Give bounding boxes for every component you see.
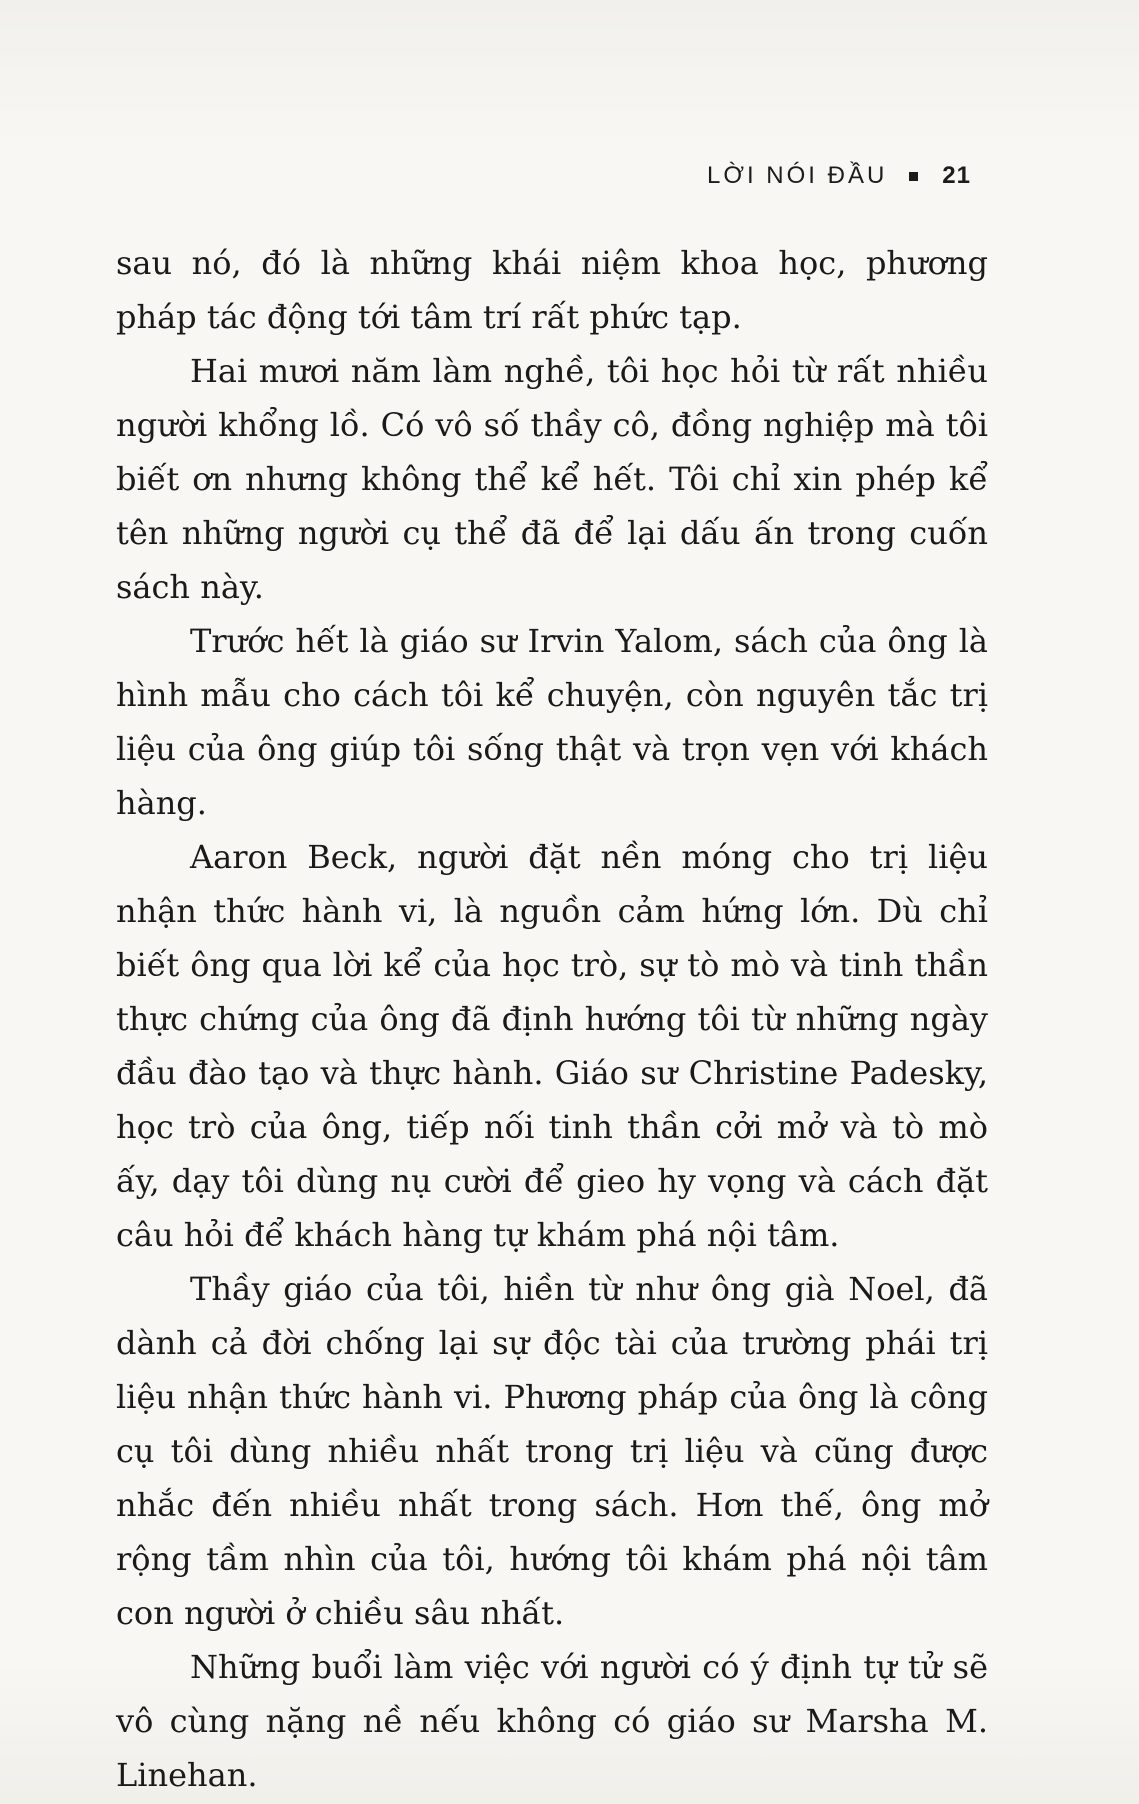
body-text: [116, 236, 988, 1802]
paragraph-6: Những buổi làm việc với người có ý định tự tử sẽ vô cùng nặng nề nếu không có giáo sư Marsha M. Linehan.: [116, 1648, 988, 1794]
paragraph-2: Hai mươi năm làm nghề, tôi học hỏi từ rất nhiều người khổng lồ. Có vô số thầy cô, đồng nghiệp mà tôi biết ơn nhưng không thể kể hết. Tôi chỉ xin phép kể tên những người cụ thể đã để lại dấu ấn trong cuốn sách này.: [116, 352, 988, 606]
running-header: [707, 162, 971, 190]
section-title: LỜI NÓI ĐẦU: [707, 162, 888, 189]
paragraph-1: sau nó, đó là những khái niệm khoa học, phương pháp tác động tới tâm trí rất phức tạp.: [116, 244, 988, 336]
header-bullet: [909, 172, 918, 181]
paragraph-3: Trước hết là giáo sư Irvin Yalom, sách của ông là hình mẫu cho cách tôi kể chuyện, còn nguyên tắc trị liệu của ông giúp tôi sống thật và trọn vẹn với khách hàng.: [116, 622, 988, 822]
page-number: 21: [942, 162, 971, 189]
paragraph-4: Aaron Beck, người đặt nền móng cho trị liệu nhận thức hành vi, là nguồn cảm hứng lớn. Dù chỉ biết ông qua lời kể của học trò, sự tò mò và tinh thần thực chứng của ông đã định hướng tôi từ những ngày đầu đào tạo và thực hành. Giáo sư Christine Padesky, học trò của ông, tiếp nối tinh thần cởi mở và tò mò ấy, dạy tôi dùng nụ cười để gieo hy vọng và cách đặt câu hỏi để khách hàng tự khám phá nội tâm.: [116, 838, 988, 1254]
paragraph-5: Thầy giáo của tôi, hiền từ như ông già Noel, đã dành cả đời chống lại sự độc tài của trường phái trị liệu nhận thức hành vi. Phương pháp của ông là công cụ tôi dùng nhiều nhất trong trị liệu và cũng được nhắc đến nhiều nhất trong sách. Hơn thế, ông mở rộng tầm nhìn của tôi, hướng tôi khám phá nội tâm con người ở chiều sâu nhất.: [116, 1270, 988, 1632]
